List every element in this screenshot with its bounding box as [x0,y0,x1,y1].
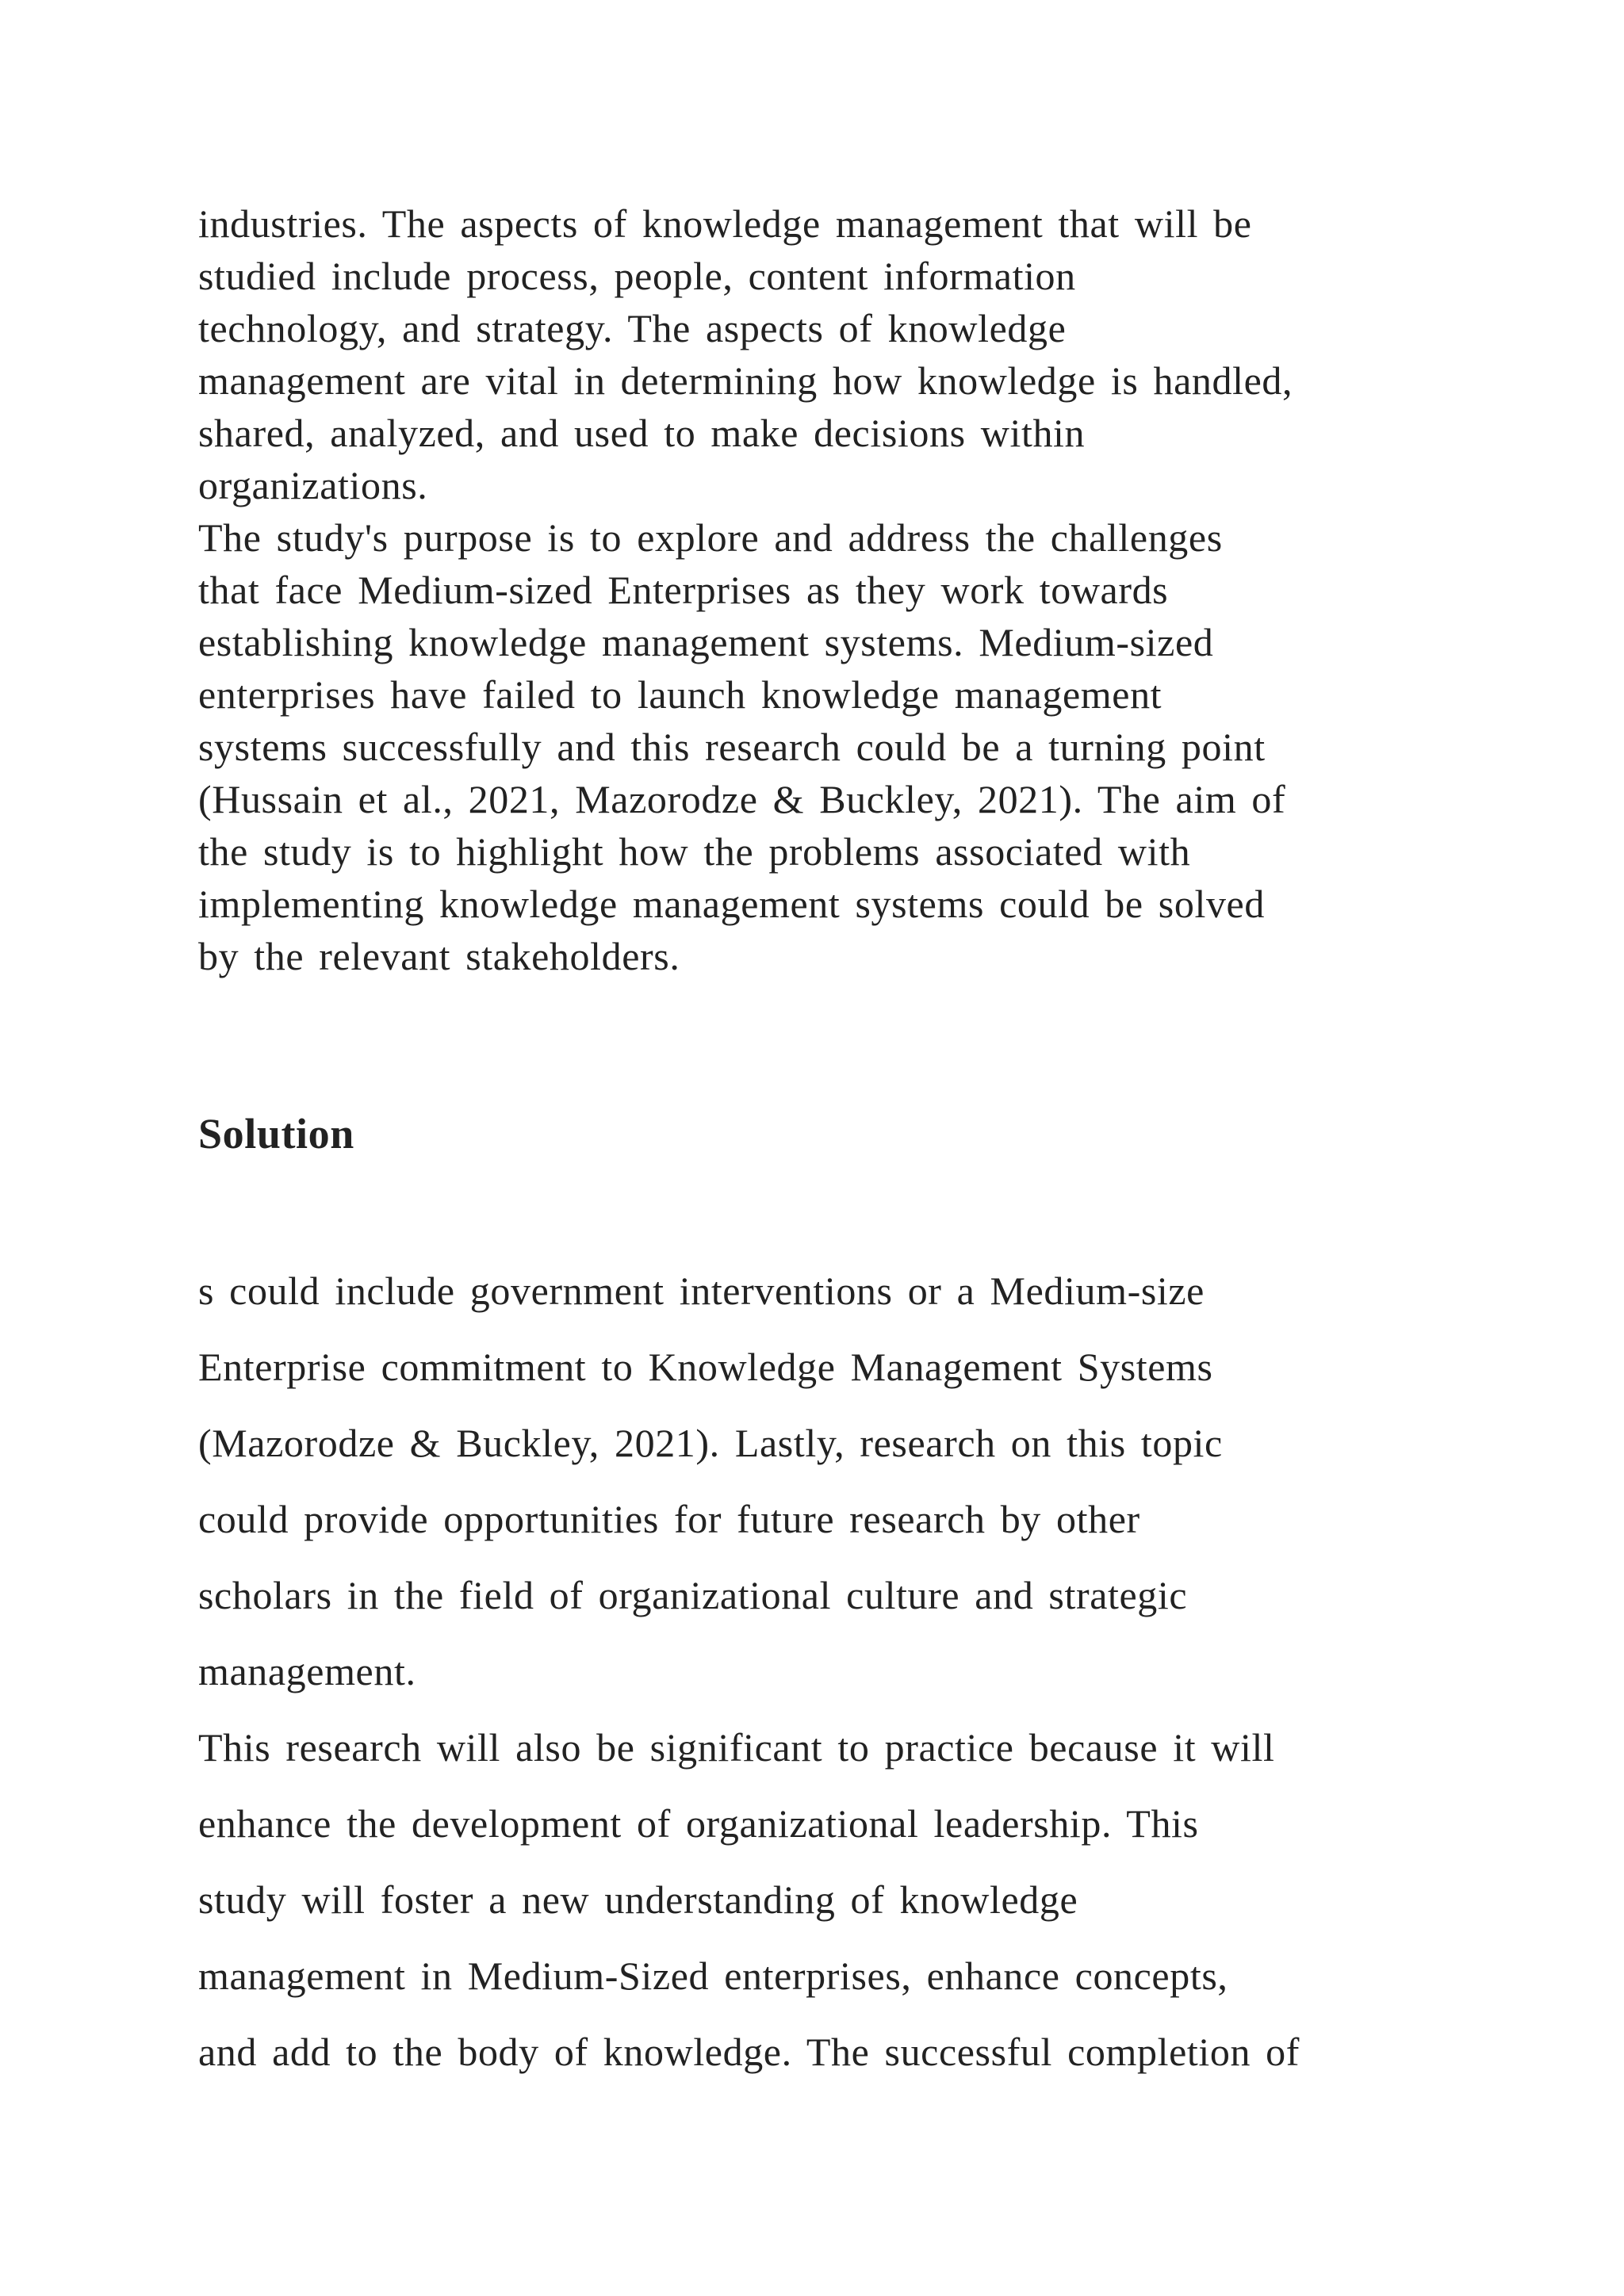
paragraph-line: The study's purpose is to explore and address the challenges [198,515,1223,560]
paragraph-line: studied include process, people, content information [198,254,1076,298]
paragraph-line: This research will also be significant to practice because it will [198,1725,1275,1770]
paragraph-line: management in Medium-Sized enterprises, enhance concepts, [198,1954,1228,1998]
paragraph-line: (Mazorodze & Buckley, 2021). Lastly, research on this topic [198,1421,1223,1465]
paragraph-line: study will foster a new understanding of knowledge [198,1877,1078,1922]
paragraph-line: management are vital in determining how knowledge is handled, [198,358,1293,403]
paragraph-line: management. [198,1649,416,1693]
paragraph-line: could provide opportunities for future research by other [198,1497,1140,1541]
paragraph-line: (Hussain et al., 2021, Mazorodze & Buckley, 2021). The aim of [198,777,1286,821]
paragraph-line: the study is to highlight how the problems associated with [198,829,1191,874]
paragraph-line: and add to the body of knowledge. The successful completion of [198,2030,1300,2074]
paragraph-line: by the relevant stakeholders. [198,934,680,978]
paragraph-line: that face Medium-sized Enterprises as they work towards [198,568,1169,612]
paragraph-line: organizations. [198,463,428,507]
paragraph-line: technology, and strategy. The aspects of knowledge [198,306,1067,350]
paragraph-line: Enterprise commitment to Knowledge Management Systems [198,1345,1213,1389]
paragraph-line: establishing knowledge management systems. Medium-sized [198,620,1214,664]
paragraph-line: enterprises have failed to launch knowledge management [198,672,1162,717]
paragraph-line: systems successfully and this research could be a turning point [198,725,1266,769]
paragraph-line: scholars in the field of organizational culture and strategic [198,1573,1188,1617]
paragraph-line: s could include government interventions or a Medium-size [198,1269,1205,1313]
paragraph-line: implementing knowledge management systems could be solved [198,882,1265,926]
paragraph-line: industries. The aspects of knowledge management that will be [198,201,1252,246]
paragraph-line: enhance the development of organizational leadership. This [198,1801,1199,1846]
section-heading: Solution [198,1110,354,1158]
paragraph-line: shared, analyzed, and used to make decisions within [198,411,1086,455]
